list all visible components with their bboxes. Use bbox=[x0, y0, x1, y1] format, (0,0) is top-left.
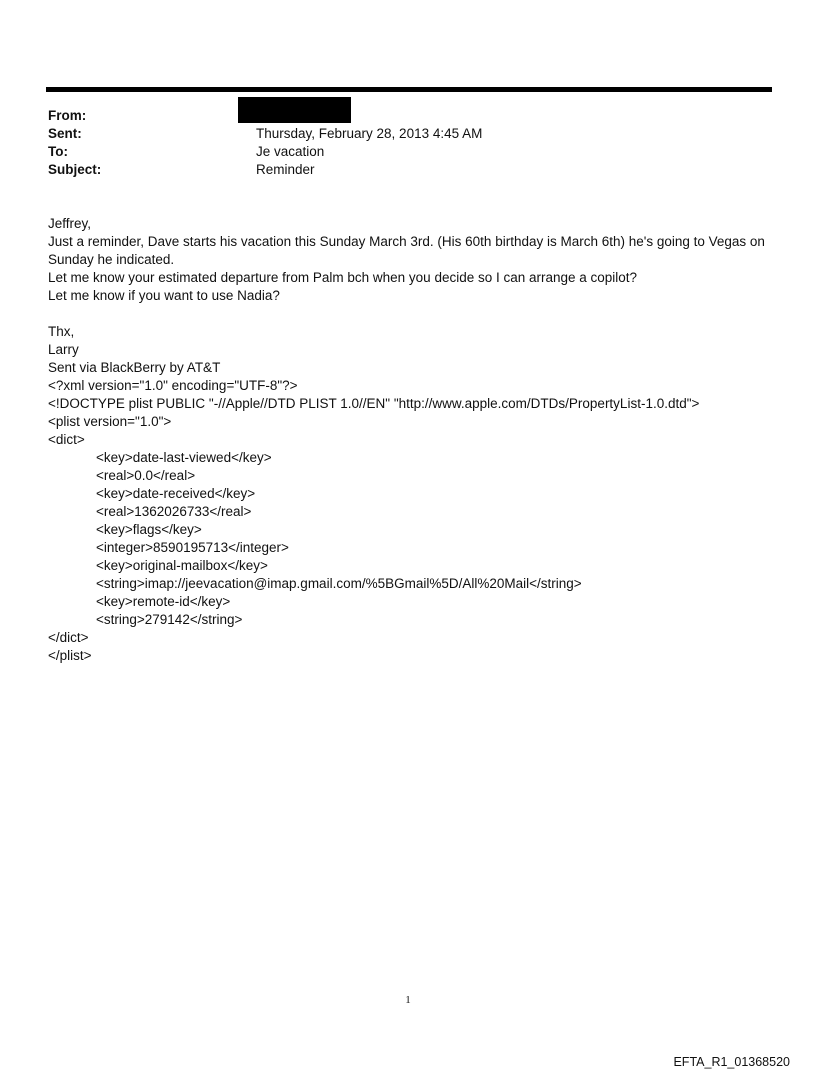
sent-via: Sent via BlackBerry by AT&T bbox=[48, 360, 221, 375]
page-number: 1 bbox=[405, 994, 411, 1006]
subject-value: Reminder bbox=[256, 162, 315, 177]
plist-entry: <key>date-received</key> bbox=[96, 486, 256, 501]
plist-entry: <string>imap://jeevacation@imap.gmail.com/%5BGmail%5D/All%20Mail</string> bbox=[96, 576, 582, 591]
plist-entry: <key>date-last-viewed</key> bbox=[96, 450, 272, 465]
spacer bbox=[48, 305, 778, 323]
plist-open-tag: <plist version="1.0"> bbox=[48, 414, 172, 429]
to-value: Je vacation bbox=[256, 144, 325, 159]
body-line-3: Let me know if you want to use Nadia? bbox=[48, 288, 280, 303]
body-line-2: Let me know your estimated departure from Palm bch when you decide so I can arrange a copilot? bbox=[48, 270, 638, 285]
dict-close-tag: </dict> bbox=[48, 630, 89, 645]
from-label: From: bbox=[48, 108, 87, 123]
to-label: To: bbox=[48, 144, 68, 159]
plist-entry: <key>original-mailbox</key> bbox=[96, 558, 268, 573]
document-id: EFTA_R1_01368520 bbox=[673, 1055, 790, 1069]
sent-value: Thursday, February 28, 2013 4:45 AM bbox=[256, 126, 483, 141]
header-rule bbox=[46, 87, 772, 92]
redaction-box bbox=[238, 97, 351, 123]
plist-entry: <key>flags</key> bbox=[96, 522, 202, 537]
subject-label: Subject: bbox=[48, 162, 102, 177]
signoff: Thx, bbox=[48, 324, 75, 339]
plist-doctype: <!DOCTYPE plist PUBLIC "-//Apple//DTD PLIST 1.0//EN" "http://www.apple.com/DTDs/PropertyList-1.0.dtd"> bbox=[48, 396, 700, 411]
sender-name: Larry bbox=[48, 342, 79, 357]
plist-entry: <string>279142</string> bbox=[96, 612, 243, 627]
email-body bbox=[48, 215, 778, 665]
body-line-1: Just a reminder, Dave starts his vacation this Sunday March 3rd. (His 60th birthday is March 6th) he's going to Vegas on Sunday he indicated. bbox=[48, 234, 765, 267]
greeting: Jeffrey, bbox=[48, 216, 92, 231]
sent-label: Sent: bbox=[48, 126, 82, 141]
plist-entry: <key>remote-id</key> bbox=[96, 594, 231, 609]
plist-entry: <real>1362026733</real> bbox=[96, 504, 252, 519]
plist-entry: <real>0.0</real> bbox=[96, 468, 196, 483]
plist-entry: <integer>8590195713</integer> bbox=[96, 540, 289, 555]
plist-xml-declaration: <?xml version="1.0" encoding="UTF-8"?> bbox=[48, 378, 298, 393]
dict-open-tag: <dict> bbox=[48, 432, 85, 447]
plist-close-tag: </plist> bbox=[48, 648, 92, 663]
